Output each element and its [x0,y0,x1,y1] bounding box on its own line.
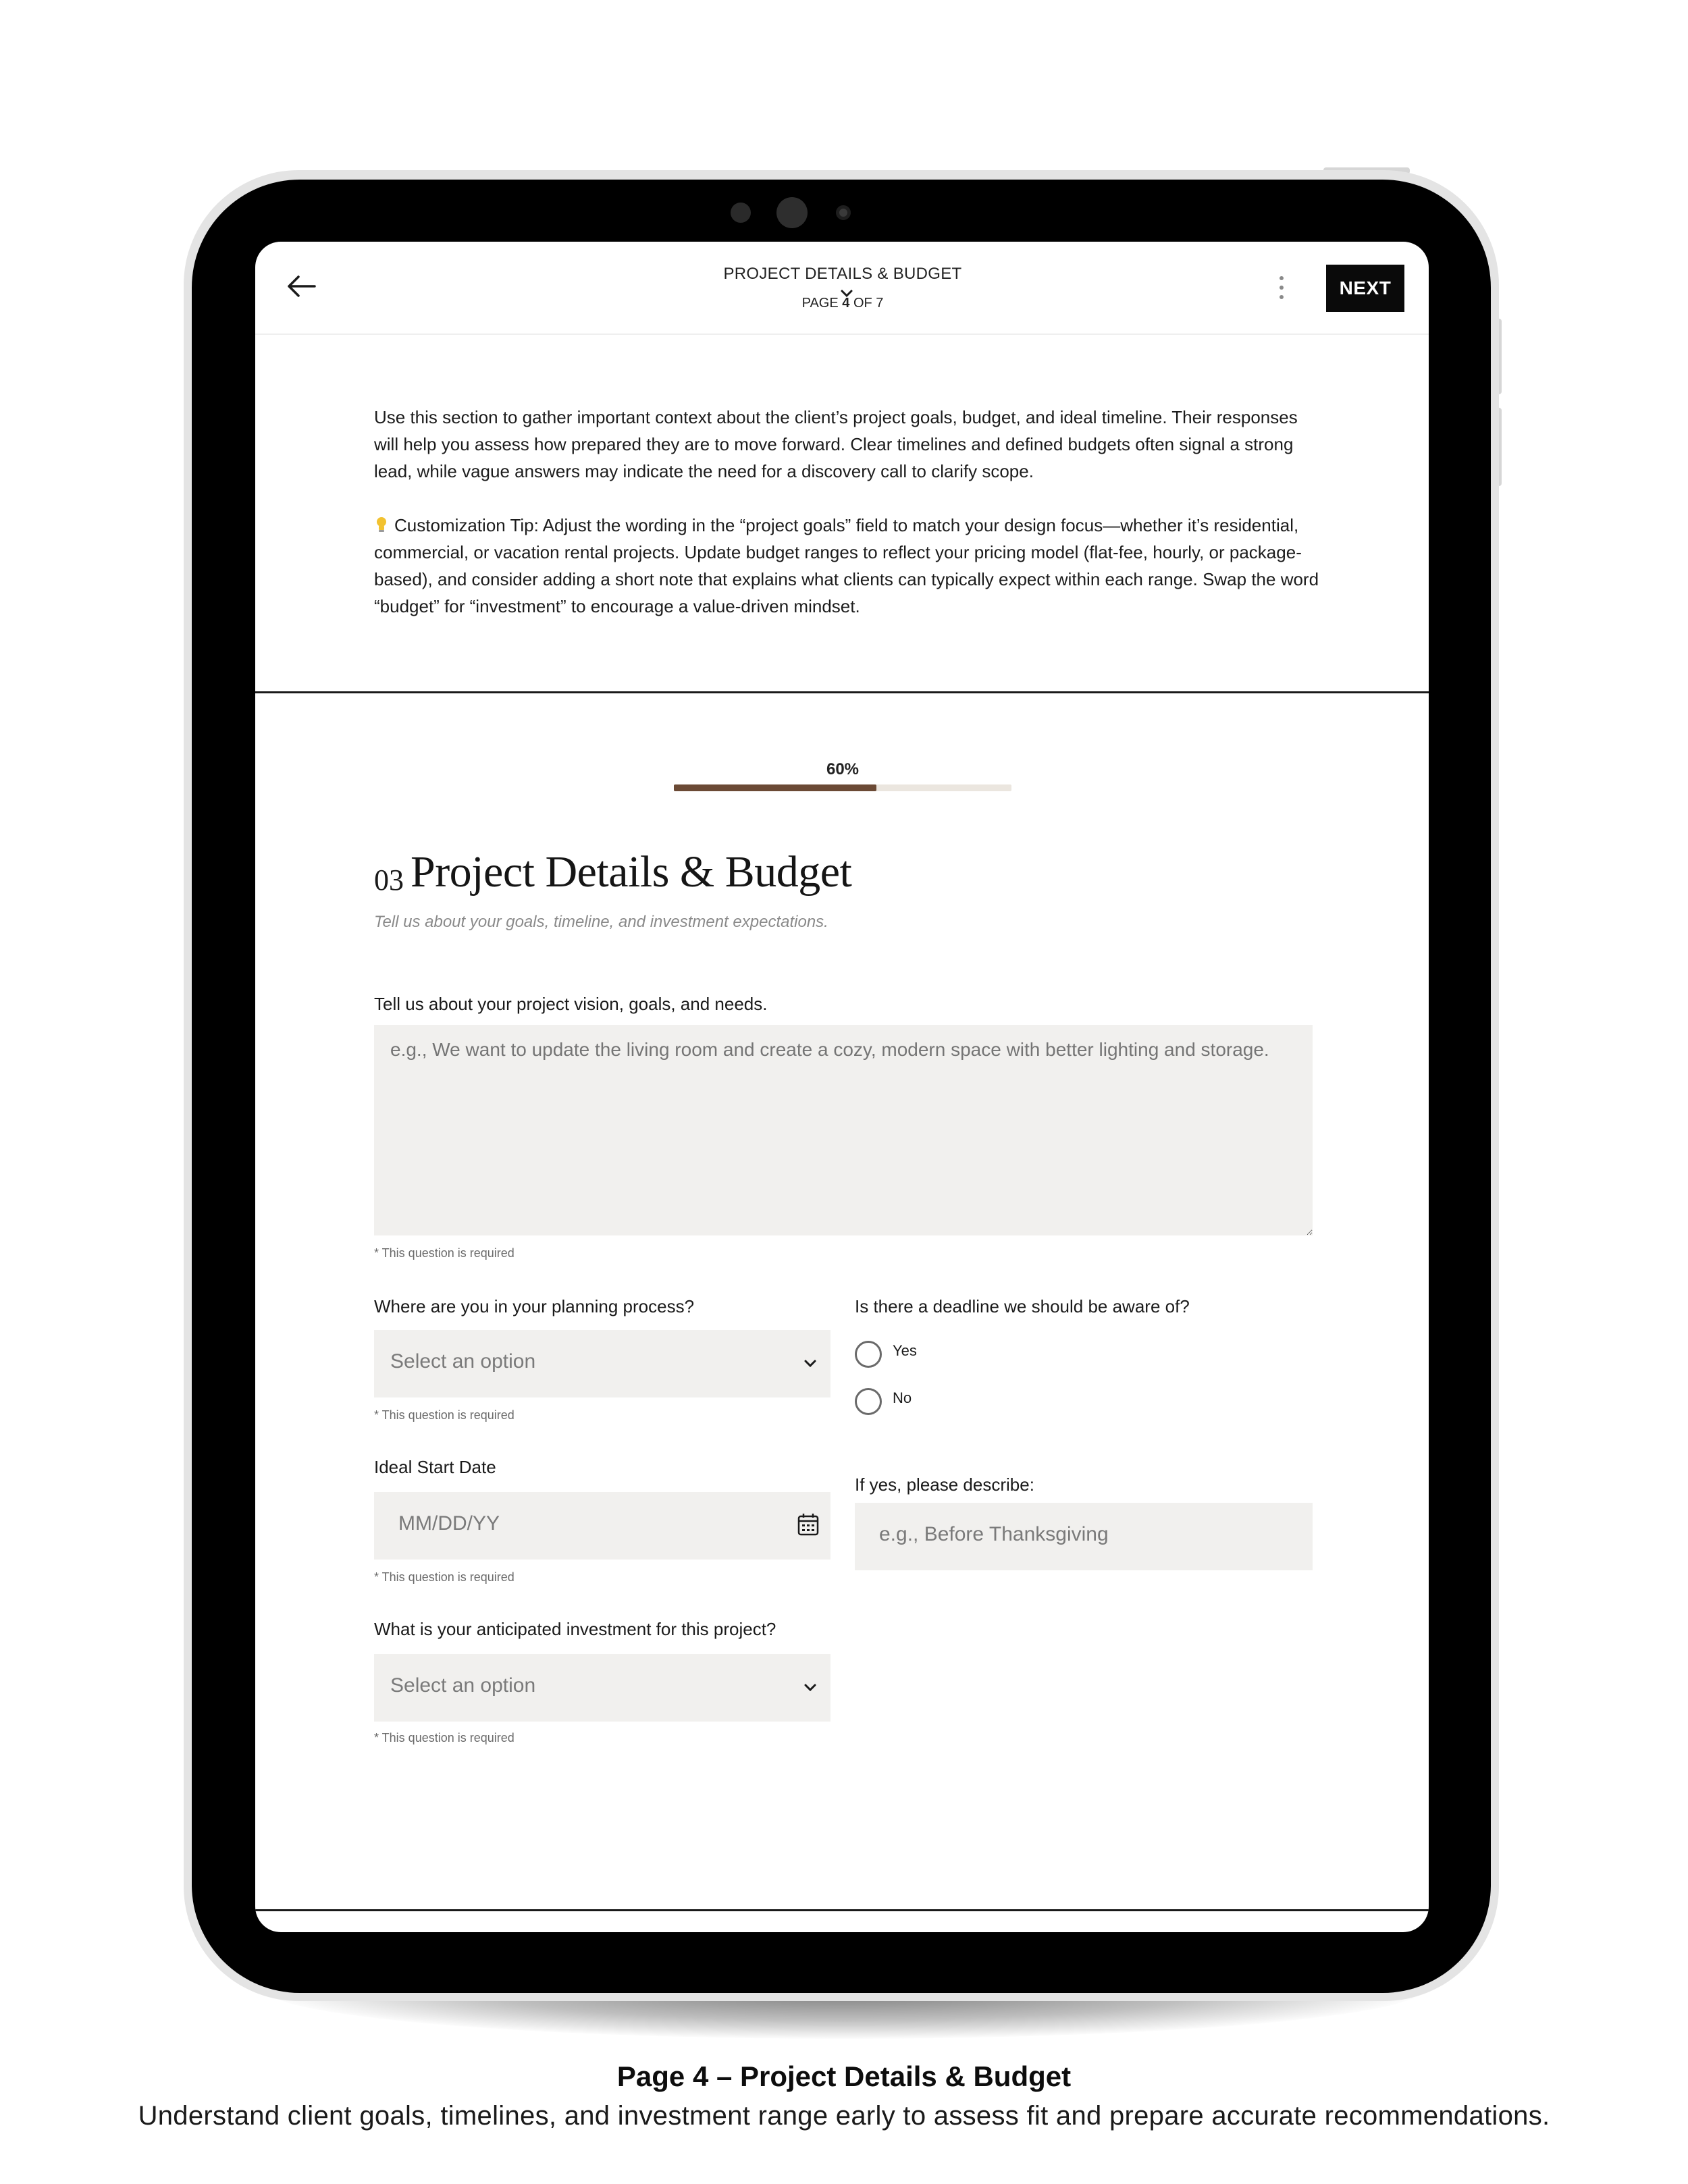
page-counter [721,296,964,311]
sensor-right [836,205,851,220]
start-date-placeholder: MM/DD/YY [398,1512,500,1535]
progress-bar [674,784,1011,791]
section-title: Project Details & Budget [411,847,852,897]
customization-tip-text: Customization Tip: Adjust the wording in the “project goals” field to match your design focus—whether it’s residential, commercial, or vacation rental projects. Update budget ranges to reflect your pricing model (flat-fee, hourly, or package-based), and consider adding a short note that explains what clients can typically expect within each range. Swap the word “budget” for “investment” to encourage a value-driven mindset. [374,515,1319,616]
back-arrow-icon[interactable] [284,269,319,304]
describe-label: If yes, please describe: [855,1474,1034,1495]
investment-select-value: Select an option [390,1674,536,1697]
section-subtitle: Tell us about your goals, timeline, and investment expectations. [374,913,828,931]
investment-label: What is your anticipated investment for this project? [374,1619,776,1639]
deadline-yes-label: Yes [893,1342,917,1359]
deadline-label: Is there a deadline we should be aware of? [855,1296,1190,1316]
sensor-left [731,203,751,223]
start-date-input[interactable] [374,1492,830,1560]
deadline-yes-radio[interactable] [855,1341,882,1368]
page-selector-label: PROJECT DETAILS & BUDGET [723,265,962,283]
required-note: * This question is required [374,1246,515,1260]
page-counter-suffix: OF 7 [853,296,884,311]
section-divider [255,691,1429,693]
progress-label: 60% [826,760,860,778]
more-options-icon[interactable] [1273,271,1290,304]
vision-textarea[interactable] [374,1025,1313,1235]
caption-body: Understand client goals, timelines, and investment range early to assess fit and prepare accurate recommendations. [138,2101,1550,2131]
required-note: * This question is required [374,1408,515,1422]
intro-text [374,404,1319,620]
required-note: * This question is required [374,1731,515,1744]
next-button[interactable]: NEXT [1326,265,1404,312]
page-counter-current: 4 [842,296,850,311]
front-camera [776,197,808,228]
deadline-no-label: No [893,1389,912,1406]
planning-select-value: Select an option [390,1350,536,1373]
describe-input[interactable] [855,1503,1313,1570]
bottom-divider [255,1909,1429,1911]
investment-select[interactable] [374,1654,830,1722]
chevron-down-icon [802,1356,818,1372]
vision-label: Tell us about your project vision, goals, and needs. [374,994,768,1014]
page-selector[interactable] [721,265,964,285]
progress-bar-fill [674,784,876,791]
chevron-down-icon [802,1680,818,1696]
deadline-no-radio[interactable] [855,1388,882,1415]
form-top-bar [255,242,1429,335]
caption-title: Page 4 – Project Details & Budget [616,2060,1072,2092]
planning-select[interactable] [374,1330,830,1397]
required-note: * This question is required [374,1570,515,1584]
planning-label: Where are you in your planning process? [374,1296,695,1316]
intro-paragraph: Use this section to gather important context about the client’s project goals, budget, and ideal timeline. Their responses will help you assess how prepared they are to move forward. Clear timelines and defined budgets often signal a strong lead, while vague answers may indicate the need for a discovery call to clarify scope. [374,407,1298,481]
customization-tip [374,512,1319,620]
section-number: 03 [374,863,404,897]
lightbulb-icon [374,516,389,533]
page-counter-prefix: PAGE [801,296,839,311]
start-date-label: Ideal Start Date [374,1457,496,1477]
describe-placeholder: e.g., Before Thanksgiving [879,1523,1109,1545]
tablet-screen [255,242,1429,1932]
calendar-icon[interactable] [797,1512,820,1537]
